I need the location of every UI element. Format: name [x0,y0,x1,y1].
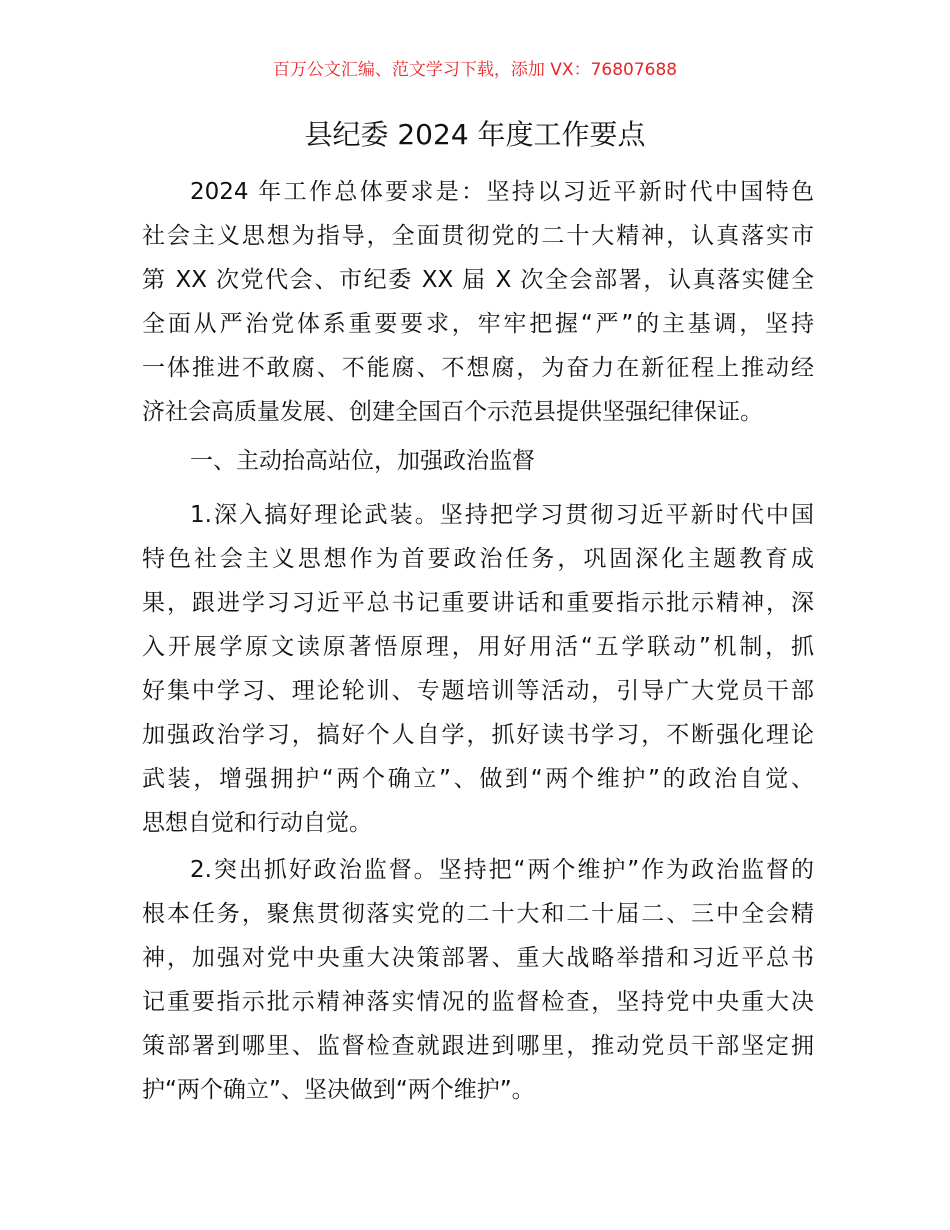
section-heading-text: 一、主动抬高站位，加强政治监督 [190,448,535,474]
paragraph-line: 神，加强对党中央重大决策部署、重大战略举措和习近平总书 [142,945,814,971]
paragraph-line: 第 XX 次党代会、市纪委 XX 届 X 次全会部署，认真落实健全 [142,267,814,293]
paragraph-line: 果，跟进学习习近平总书记重要讲话和重要指示批示精神，深 [142,590,814,616]
paragraph-theory-study [142,493,814,845]
paragraph-line: 济社会高质量发展、创建全国百个示范县提供坚强纪律保证。 [142,399,763,425]
watermark-banner: 百万公文汇编、范文学习下载，添加 VX：76807688 [272,60,678,80]
paragraph-line: 一体推进不敢腐、不能腐、不想腐，为奋力在新征程上推动经 [142,355,814,381]
paragraph-line: 根本任务，聚焦贯彻落实党的二十大和二十届二、三中全会精 [142,901,814,927]
paragraph-line: 入开展学原文读原著悟原理，用好用活“五学联动”机制，抓 [142,634,814,660]
paragraph-general-requirements [142,170,814,434]
paragraph-line: 全面从严治党体系重要要求，牢牢把握“严”的主基调，坚持 [142,311,814,337]
section-heading [142,439,814,483]
paragraph-line: 1.深入搞好理论武装。坚持把学习贯彻习近平新时代中国 [190,502,814,528]
paragraph-political-supervision [142,848,814,1112]
paragraph-line: 2024 年工作总体要求是：坚持以习近平新时代中国特色 [190,179,814,205]
paragraph-line: 记重要指示批示精神落实情况的监督检查，坚持党中央重大决 [142,989,814,1015]
document-title: 县纪委 2024 年度工作要点 [304,118,646,151]
paragraph-line: 加强政治学习，搞好个人自学，抓好读书学习，不断强化理论 [142,722,814,748]
paragraph-line: 好集中学习、理论轮训、专题培训等活动，引导广大党员干部 [142,678,814,704]
paragraph-line: 2.突出抓好政治监督。坚持把“两个维护”作为政治监督的 [190,857,814,883]
paragraph-line: 特色社会主义思想作为首要政治任务，巩固深化主题教育成 [142,546,814,572]
paragraph-line: 社会主义思想为指导，全面贯彻党的二十大精神，认真落实市 [142,223,814,249]
paragraph-line: 护“两个确立”、坚决做到“两个维护”。 [142,1077,535,1103]
paragraph-line: 思想自觉和行动自觉。 [142,810,372,836]
paragraph-line: 武装，增强拥护“两个确立”、做到“两个维护”的政治自觉、 [142,766,814,792]
paragraph-line: 策部署到哪里、监督检查就跟进到哪里，推动党员干部坚定拥 [142,1033,814,1059]
